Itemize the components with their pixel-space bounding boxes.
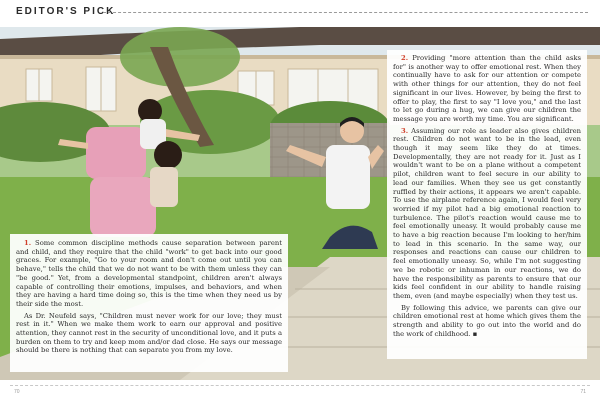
paragraph-text: Some common discipline methods cause separation between parent and child, and they require that the child "work" to get back into our good graces. For example, "Go to your room and don't come out until you can behave," tells the child that we do not want to be with them unless they can "be good." Yet, from a developmental standpoint, children aren't always capable of controlling their emotions, impulses, and behaviors, and when they are having a hard time doing so, this is the time when they need us by their side the most.	[16, 239, 282, 308]
footer-divider	[10, 385, 590, 386]
article-text-left	[10, 234, 288, 372]
paragraph-1	[16, 239, 282, 309]
page-footer	[0, 380, 600, 403]
page-number-right: 71	[580, 389, 586, 395]
paragraph-2	[393, 54, 581, 124]
header-divider	[103, 12, 588, 13]
section-title: EDITOR'S PICK	[16, 6, 116, 17]
article-text-right	[387, 50, 587, 359]
page-number-left: 70	[14, 389, 20, 395]
paragraph-text: By following this advice, we parents can give our children emotional rest at home which gives them the strength and ability to go out into the world and do the work of childhood. ▪	[393, 303, 581, 338]
paragraph-3	[393, 127, 581, 301]
point-number: 3.	[401, 126, 409, 135]
page-header	[0, 0, 600, 27]
point-number: 2.	[401, 54, 409, 62]
point-number: 1.	[24, 239, 32, 247]
paragraph-text: Providing "more attention than the child asks for" is another way to offer emotional rest. When they continually have to ask for our attention or compete with other things for our attention, they do not feel significant in our lives. However, by being the first to offer to play, the first to say "I love you," and the last to let go during a hug, we can give our children the message you are worth my time. You are significant.	[393, 54, 581, 123]
paragraph-text: Assuming our role as leader also gives children rest. Children do not want to be in the lead, even though it may seem like they do at times. Developmentally, they are not ready for it. Just as I wouldn't want to be on a plane without a competent pilot, children want to feel secure in our ability to lead our families. When they see us get constantly ruffled by their actions, it appears we aren't capable. To use the airplane reference again, I would feel very worried if my pilot had a big emotional reaction to turbulence. The pilot's reaction would cause me to feel emotionally uneasy. It would probably cause me to have a big reaction because I'm looking to her/him to lead in this scenario. In the same way, our responses and reactions can cause our children to feel emotionally uneasy. So, while I'm not suggesting we be robotic or inhuman in our reactions, we do have the responsibility as parents to ensure that our kids feel confident in our ability to handle raising them, even (and maybe especially) when they test us.	[393, 126, 581, 300]
paragraph-text: As Dr. Neufeld says, "Children must never work for our love; they must rest in it." When we make them work to earn our approval and positive attention, they cannot rest in the security of unconditional love, and it puts a burden on them to try and keep mom and/or dad close. He says our message should be there is nothing that can separate you from my love.	[16, 311, 282, 355]
